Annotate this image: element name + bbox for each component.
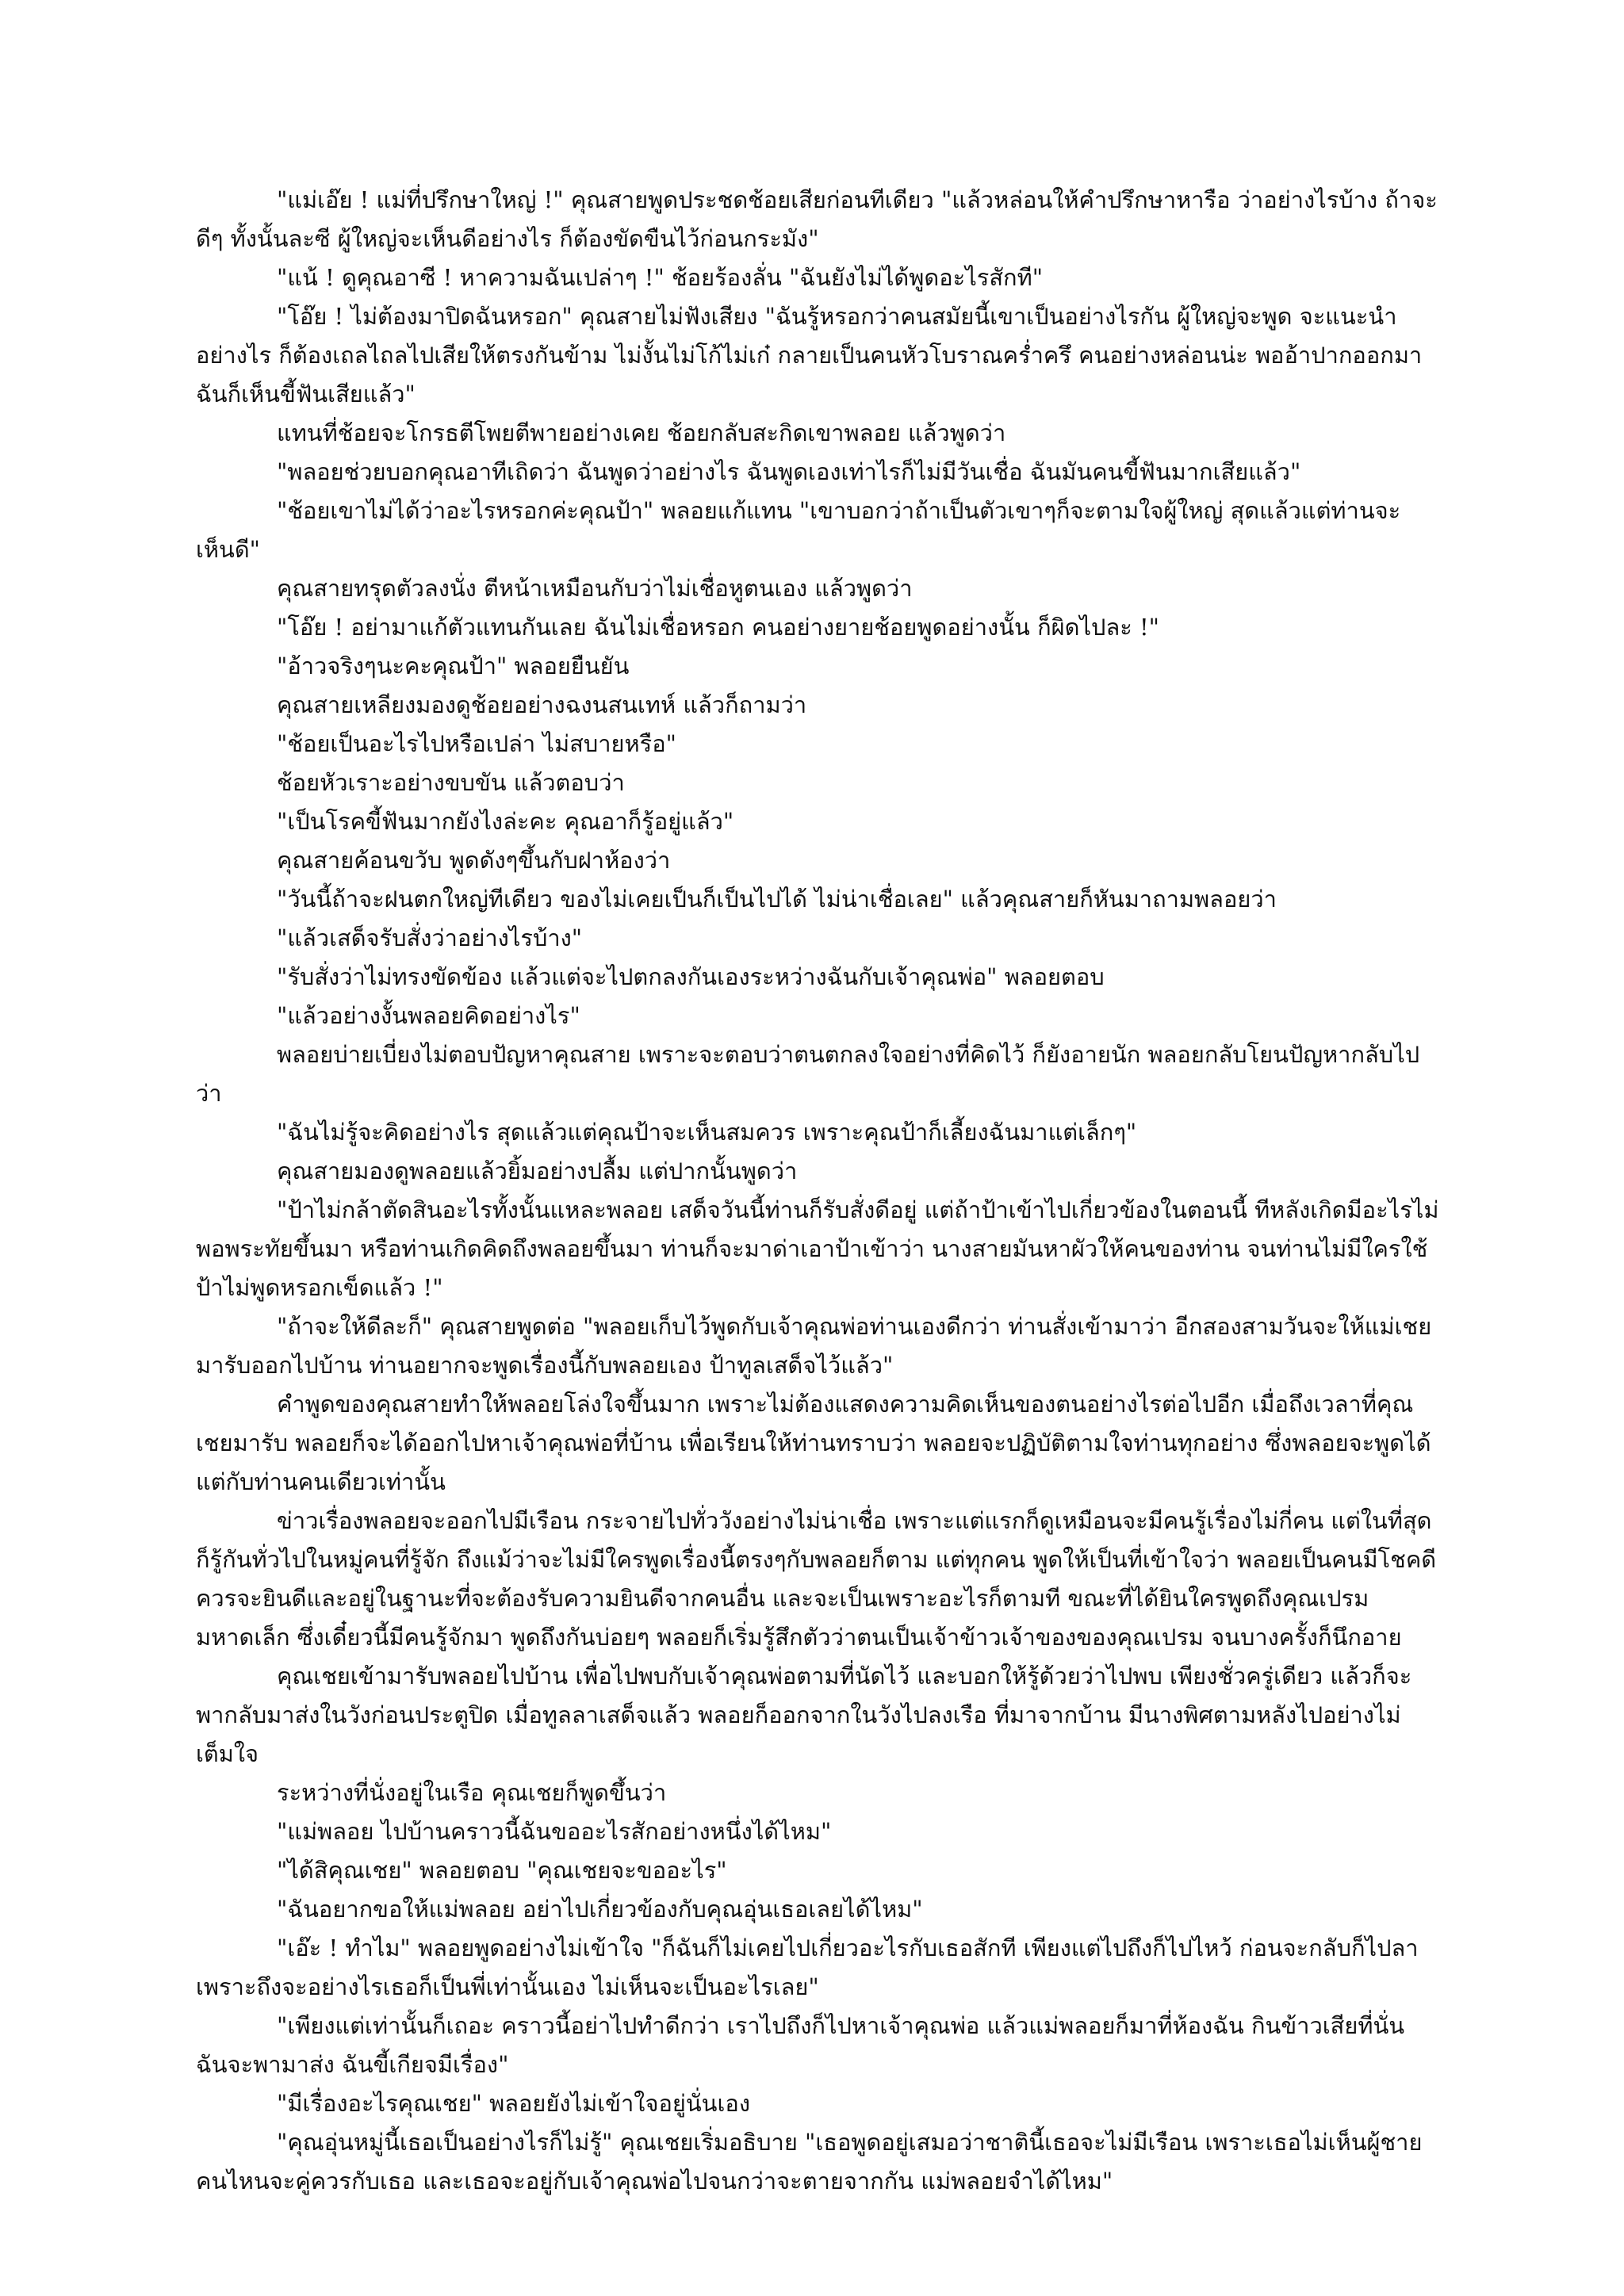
paragraph: "รับสั่งว่าไม่ทรงขัดข้อง แล้วแต่จะไปตกลงกันเองระหว่างฉันกับเจ้าคุณพ่อ" พลอยตอบ	[277, 963, 1105, 990]
paragraph: "โอ๊ย ! อย่ามาแก้ตัวแทนกันเลย ฉันไม่เชื่อหรอก คนอย่างยายช้อยพูดอย่างนั้น ก็ผิดไปละ !"	[277, 614, 1160, 641]
paragraph: "ได้สิคุณเชย" พลอยตอบ "คุณเชยจะขออะไร"	[277, 1857, 727, 1884]
paragraph: แทนที่ช้อยจะโกรธตีโพยตีพายอย่างเคย ช้อยกลับสะกิดเขาพลอย แล้วพูดว่า	[277, 419, 1006, 446]
paragraph: "วันนี้ถ้าจะฝนตกใหญ่ทีเดียว ของไม่เคยเป็นก็เป็นไปได้ ไม่น่าเชื่อเลย" แล้วคุณสายก็หันมาถามพลอยว่า	[277, 886, 1277, 913]
paragraph: "พลอยช่วยบอกคุณอาทีเถิดว่า ฉันพูดว่าอย่างไร ฉันพูดเองเท่าไรก็ไม่มีวันเชื่อ ฉันมันคนขี้ฟันมากเสียแล้ว"	[277, 458, 1301, 485]
paragraph: "แล้วเสด็จรับสั่งว่าอย่างไรบ้าง"	[277, 924, 583, 951]
paragraph: "เพียงแต่เท่านั้นก็เถอะ คราวนี้อย่าไปทำดีกว่า เราไปถึงก็ไปหาเจ้าคุณพ่อ แล้วแม่พลอยก็มาที่ห้องฉัน กินข้าวเสียที่นั่น ฉันจะพามาส่ง ฉันขี้เกียจมีเรื่อง"	[196, 2012, 1405, 2078]
paragraph: คำพูดของคุณสายทำให้พลอยโล่งใจขึ้นมาก เพราะไม่ต้องแสดงความคิดเห็นของตนอย่างไรต่อไปอีก เมื่อถึงเวลาที่คุณเชยมารับ พลอยก็จะได้ออกไปหาเจ้าคุณพ่อที่บ้าน เพื่อเรียนให้ท่านทราบว่า พลอยจะปฏิบัติตามใจท่านทุกอย่าง ซึ่งพลอยจะพูดได้แต่กับท่านคนเดียวเท่านั้น	[196, 1391, 1431, 1495]
paragraph: "ฉันไม่รู้จะคิดอย่างไร สุดแล้วแต่คุณป้าจะเห็นสมควร เพราะคุณป้าก็เลี้ยงฉันมาแต่เล็กๆ"	[277, 1119, 1137, 1146]
paragraph: "แม่พลอย ไปบ้านคราวนี้ฉันขออะไรสักอย่างหนึ่งได้ไหม"	[277, 1818, 832, 1845]
paragraph: ช้อยหัวเราะอย่างขบขัน แล้วตอบว่า	[277, 769, 625, 796]
paragraph: คุณสายมองดูพลอยแล้วยิ้มอย่างปลื้ม แต่ปากนั้นพูดว่า	[277, 1158, 798, 1184]
paragraph: "ช้อยเป็นอะไรไปหรือเปล่า ไม่สบายหรือ"	[277, 730, 676, 757]
paragraph: คุณเชยเข้ามารับพลอยไปบ้าน เพื่อไปพบกับเจ้าคุณพ่อตามที่นัดไว้ และบอกให้รู้ด้วยว่าไปพบ เพียงชั่วครู่เดียว แล้วก็จะพากลับมาส่งในวังก่อนประตูปิด เมื่อทูลลาเสด็จแล้ว พลอยก็ออกจากในวังไปลงเรือ ที่มาจากบ้าน มีนางพิศตามหลังไปอย่างไม่เต็มใจ	[196, 1663, 1412, 1767]
paragraph: "เป็นโรคขี้ฟันมากยังไงล่ะคะ คุณอาก็รู้อยู่แล้ว"	[277, 808, 734, 835]
paragraph: "ป้าไม่กล้าตัดสินอะไรทั้งนั้นแหละพลอย เสด็จวันนี้ท่านก็รับสั่งดีอยู่ แต่ถ้าป้าเข้าไปเกี่ยวข้องในตอนนี้ ทีหลังเกิดมีอะไรไม่พอพระทัยขึ้นมา หรือท่านเกิดคิดถึงพลอยขึ้นมา ท่านก็จะมาด่าเอาป้าเข้าว่า นางสายมันหาผัวให้คนของท่าน จนท่านไม่มีใครใช้ ป้าไม่พูดหรอกเข็ดแล้ว !"	[196, 1196, 1439, 1301]
paragraph: "อ้าวจริงๆนะคะคุณป้า" พลอยยืนยัน	[277, 652, 630, 679]
paragraph: พลอยบ่ายเบี่ยงไม่ตอบปัญหาคุณสาย เพราะจะตอบว่าตนตกลงใจอย่างที่คิดไว้ ก็ยังอายนัก พลอยกลับโยนปัญหากลับไปว่า	[196, 1041, 1420, 1107]
paragraph: ระหว่างที่นั่งอยู่ในเรือ คุณเชยก็พูดขึ้นว่า	[277, 1779, 667, 1806]
paragraph: "คุณอุ่นหมู่นี้เธอเป็นอย่างไรก็ไม่รู้" คุณเชยเริ่มอธิบาย "เธอพูดอยู่เสมอว่าชาตินี้เธอจะไม่มีเรือน เพราะเธอไม่เห็นผู้ชายคนไหนจะคู่ควรกับเธอ และเธอจะอยู่กับเจ้าคุณพ่อไปจนกว่าจะตายจากกัน แม่พลอยจำได้ไหม"	[196, 2129, 1423, 2195]
paragraph: ข่าวเรื่องพลอยจะออกไปมีเรือน กระจายไปทั่ววังอย่างไม่น่าเชื่อ เพราะแต่แรกก็ดูเหมือนจะมีคนรู้เรื่องไม่กี่คน แต่ในที่สุดก็รู้กันทั่วไปในหมู่คนที่รู้จัก ถึงแม้ว่าจะไม่มีใครพูดเรื่องนี้ตรงๆกับพลอยก็ตาม แต่ทุกคน พูดให้เป็นที่เข้าใจว่า พลอยเป็นคนมีโชคดี ควรจะยินดีและอยู่ในฐานะที่จะต้องรับความยินดีจากคนอื่น และจะเป็นเพราะอะไรก็ตามที ขณะที่ได้ยินใครพูดถึงคุณเปรมมหาดเล็ก ซึ่งเดี๋ยวนี้มีคนรู้จักมา พูดถึงกันบ่อยๆ พลอยก็เริ่มรู้สึกตัวว่าตนเป็นเจ้าข้าวเจ้าของของคุณเปรม จนบางครั้งก็นึกอาย	[196, 1507, 1437, 1651]
paragraph: "ช้อยเขาไม่ได้ว่าอะไรหรอกค่ะคุณป้า" พลอยแก้แทน "เขาบอกว่าถ้าเป็นตัวเขาๆก็จะตามใจผู้ใหญ่ สุดแล้วแต่ท่านจะเห็นดี"	[196, 497, 1401, 563]
paragraph: คุณสายทรุดตัวลงนั่ง ตีหน้าเหมือนกับว่าไม่เชื่อหูตนเอง แล้วพูดว่า	[277, 575, 913, 602]
document-body	[196, 181, 1441, 2201]
paragraph: คุณสายเหลียงมองดูช้อยอย่างฉงนสนเทห์ แล้วก็ถามว่า	[277, 691, 807, 718]
paragraph: "ฉันอยากขอให้แม่พลอย อย่าไปเกี่ยวข้องกับคุณอุ่นเธอเลยได้ไหม"	[277, 1896, 923, 1923]
paragraph: "โอ๊ย ! ไม่ต้องมาปิดฉันหรอก" คุณสายไม่ฟังเสียง "ฉันรู้หรอกว่าคนสมัยนี้เขาเป็นอย่างไรกัน ผู้ใหญ่จะพูด จะแนะนำอย่างไร ก็ต้องเถลไถลไปเสียให้ตรงกันข้าม ไม่งั้นไม่โก้ไม่เก๋ กลายเป็นคนหัวโบราณคร่ำครึ คนอย่างหล่อนน่ะ พออ้าปากออกมาฉันก็เห็นขี้ฟันเสียแล้ว"	[196, 303, 1423, 408]
paragraph: "เอ๊ะ ! ทำไม" พลอยพูดอย่างไม่เข้าใจ "ก็ฉันก็ไม่เคยไปเกี่ยวอะไรกับเธอสักที เพียงแต่ไปถึงก็ไปไหว้ ก่อนจะกลับก็ไปลา เพราะถึงจะอย่างไรเธอก็เป็นพี่เท่านั้นเอง ไม่เห็นจะเป็นอะไรเลย"	[196, 1934, 1419, 2000]
paragraph: "แม่เอ๊ย ! แม่ที่ปรึกษาใหญ่ !" คุณสายพูดประชดช้อยเสียก่อนทีเดียว "แล้วหล่อนให้คำปรึกษาหารือ ว่าอย่างไรบ้าง ถ้าจะดีๆ ทั้งนั้นละซี ผู้ใหญ่จะเห็นดีอย่างไร ก็ต้องขัดขืนไว้ก่อนกระมัง"	[196, 186, 1438, 252]
paragraph: คุณสายค้อนขวับ พูดดังๆขึ้นกับฝาห้องว่า	[277, 847, 671, 874]
paragraph: "มีเรื่องอะไรคุณเชย" พลอยยังไม่เข้าใจอยู่นั่นเอง	[277, 2090, 750, 2117]
paragraph: "ถ้าจะให้ดีละก็" คุณสายพูดต่อ "พลอยเก็บไว้พูดกับเจ้าคุณพ่อท่านเองดีกว่า ท่านสั่งเข้ามาว่า อีกสองสามวันจะให้แม่เชยมารับออกไปบ้าน ท่านอยากจะพูดเรื่องนี้กับพลอยเอง ป้าทูลเสด็จไว้แล้ว"	[196, 1313, 1432, 1379]
paragraph: "แล้วอย่างงั้นพลอยคิดอย่างไร"	[277, 1002, 580, 1029]
paragraph: "แน้ ! ดูคุณอาซี ! หาความฉันเปล่าๆ !" ช้อยร้องลั่น "ฉันยังไม่ได้พูดอะไรสักที"	[277, 264, 1044, 291]
